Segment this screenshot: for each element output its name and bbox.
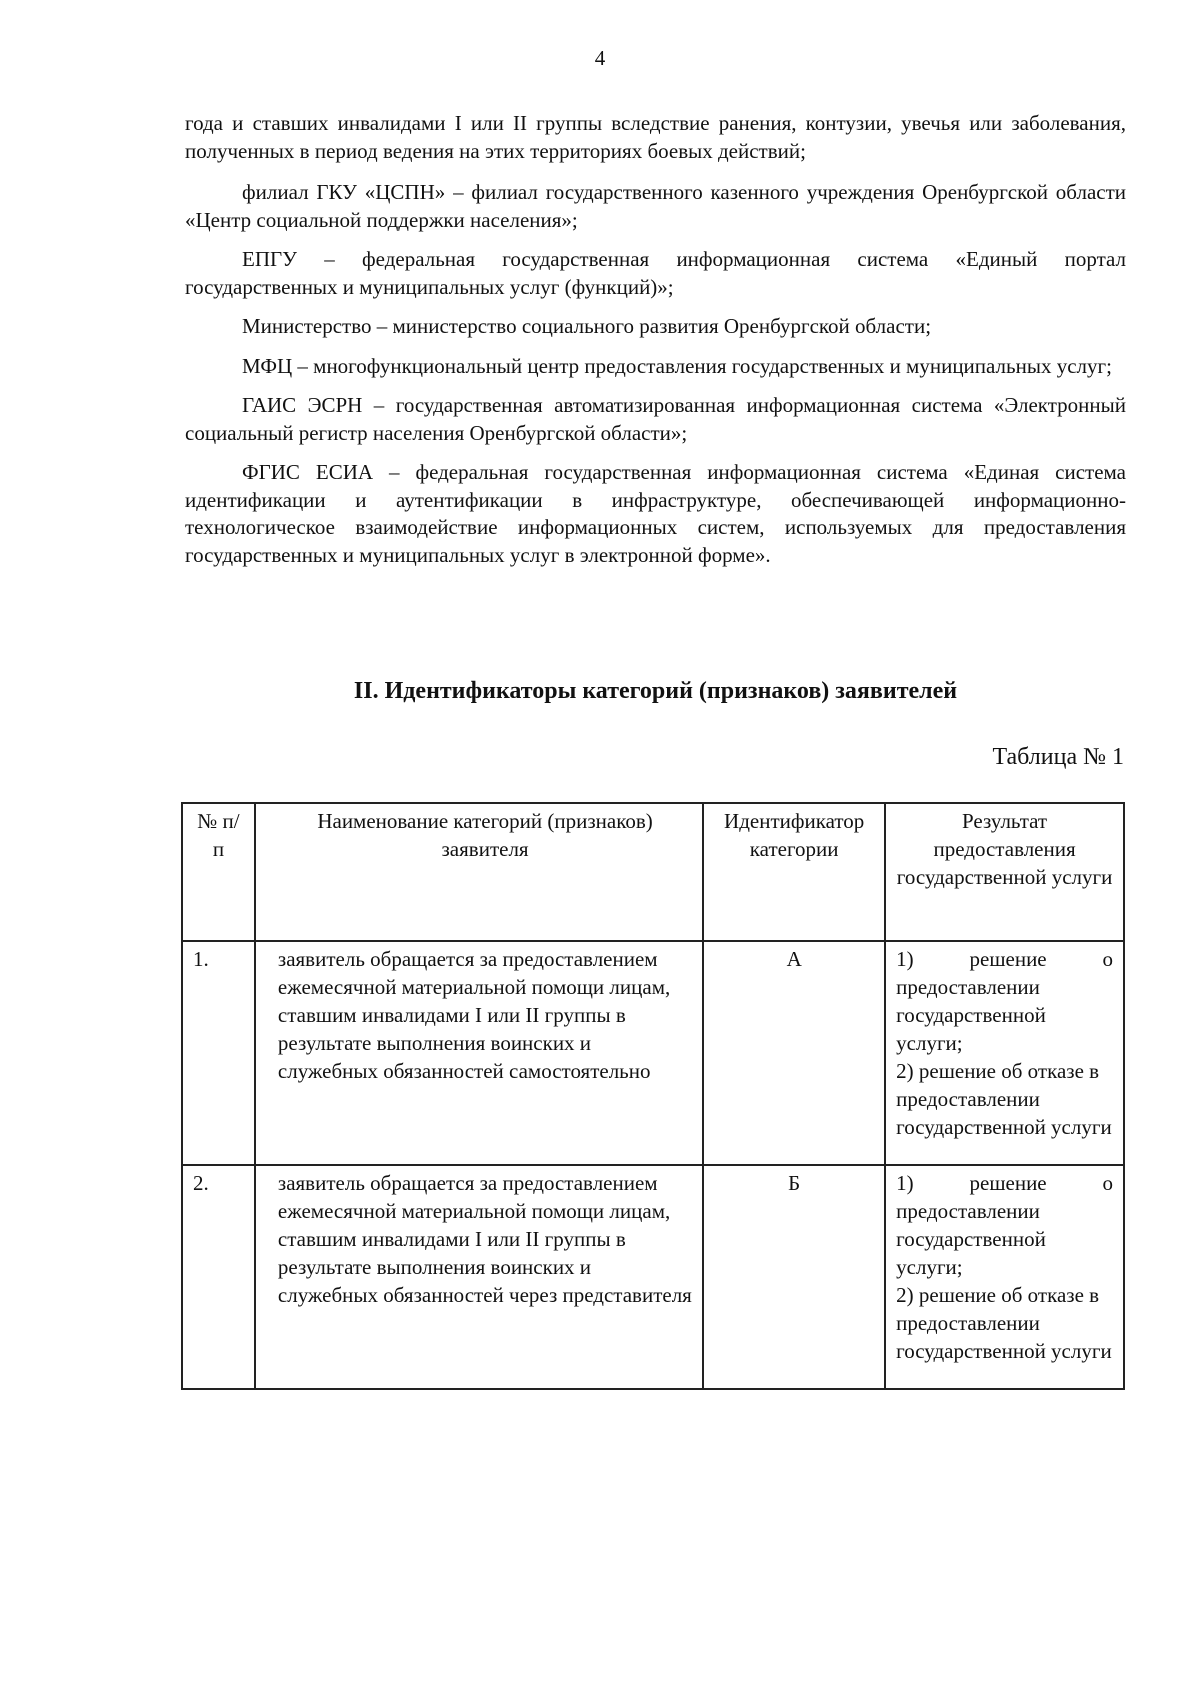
result-1-prep: о — [1102, 1171, 1113, 1195]
result-1-word: решение — [969, 947, 1047, 971]
result-1-rest: предоставлении государственной услуги; — [896, 975, 1046, 1055]
paragraph-epgu: ЕПГУ – федеральная государственная информационная система «Единый портал государственных и муниципальных услуг (функций)»; — [185, 247, 1126, 299]
table-row — [182, 1165, 1124, 1389]
result-1-prep: о — [1102, 947, 1113, 971]
paragraph-continuation: года и ставших инвалидами I или II группы вследствие ранения, контузии, увечья или заболевания, полученных в период ведения на этих территориях боевых действий; — [185, 111, 1126, 163]
result-1-word: решение — [969, 1171, 1047, 1195]
row-num: 2. — [182, 1165, 255, 1389]
body-text — [185, 110, 1126, 581]
section-title: II. Идентификаторы категорий (признаков) заявителей — [353, 678, 958, 704]
paragraph-mfc: МФЦ – многофункциональный центр предоставления государственных и муниципальных услуг; — [242, 353, 1112, 378]
row-name: заявитель обращается за предоставлением ежемесячной материальной помощи лицам, ставшим инвалидами I или II группы в результате выполнения воинских и служебных обязанностей самостоятельно — [255, 941, 703, 1165]
row-num: 1. — [182, 941, 255, 1165]
header-num: № п/п — [182, 803, 255, 941]
header-id: Идентификатор категории — [703, 803, 885, 941]
table-row — [182, 941, 1124, 1165]
paragraph-fgis-esia: ФГИС ЕСИА – федеральная государственная информационная система «Единая система идентификации и аутентификации в инфраструктуре, обеспечивающей информационно-технологическое взаимодействие информационных систем, используемых для предоставления государственных и муниципальных услуг в электронной форме». — [185, 460, 1126, 567]
result-1-num: 1) — [896, 1171, 914, 1195]
page-number: 4 — [594, 46, 606, 70]
result-first-line — [896, 1169, 1113, 1197]
row-name: заявитель обращается за предоставлением ежемесячной материальной помощи лицам, ставшим инвалидами I или II группы в результате выполнения воинских и служебных обязанностей через представителя — [255, 1165, 703, 1389]
row-id: Б — [703, 1165, 885, 1389]
paragraph-gku-cspn: филиал ГКУ «ЦСПН» – филиал государственного казенного учреждения Оренбургской области «Центр социальной поддержки населения»; — [185, 180, 1126, 232]
result-2: 2) решение об отказе в предоставлении государственной услуги — [896, 1059, 1112, 1139]
result-first-line — [896, 945, 1113, 973]
paragraph-ministry: Министерство – министерство социального развития Оренбургской области; — [242, 314, 932, 338]
header-name: Наименование категорий (признаков) заявителя — [255, 803, 703, 941]
result-1-num: 1) — [896, 947, 914, 971]
row-result — [885, 1165, 1124, 1389]
table-caption: Таблица № 1 — [992, 744, 1124, 770]
row-id: А — [703, 941, 885, 1165]
paragraph-gais-esrn: ГАИС ЭСРН – государственная автоматизированная информационная система «Электронный социальный регистр населения Оренбургской области»; — [185, 393, 1126, 445]
header-result: Результат предоставления государственной услуги — [885, 803, 1124, 941]
row-result — [885, 941, 1124, 1165]
result-2: 2) решение об отказе в предоставлении государственной услуги — [896, 1283, 1112, 1363]
category-table — [181, 802, 1125, 1390]
result-1-rest: предоставлении государственной услуги; — [896, 1199, 1046, 1279]
table-header-row — [182, 803, 1124, 941]
